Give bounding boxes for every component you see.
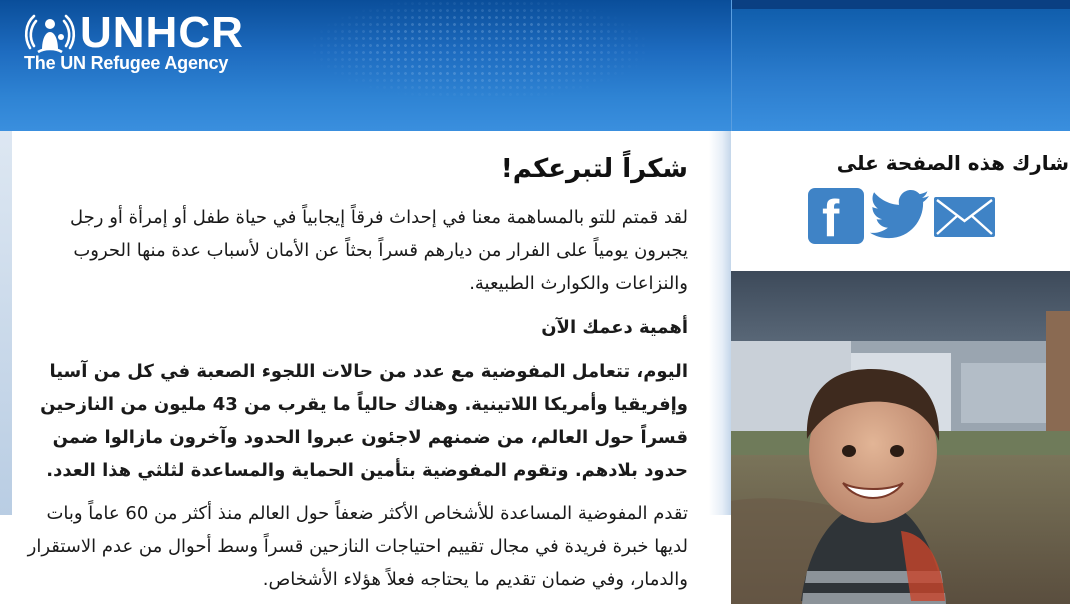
- org-wordmark: UNHCR: [80, 8, 244, 57]
- unhcr-logo[interactable]: [22, 10, 252, 76]
- facebook-icon[interactable]: [808, 188, 864, 248]
- share-title: شارك هذه الصفحة على: [836, 151, 1069, 175]
- org-tagline: The UN Refugee Agency: [24, 53, 229, 73]
- world-map-background: [290, 0, 710, 120]
- facebook-glyph: f: [822, 190, 840, 248]
- twitter-icon[interactable]: [870, 190, 930, 242]
- left-decoration: [0, 131, 12, 515]
- refugee-child-photo: [731, 271, 1070, 604]
- email-icon[interactable]: [934, 197, 995, 237]
- column-divider: [709, 131, 731, 515]
- site-header: [0, 0, 1070, 131]
- article-content: [20, 131, 688, 596]
- unhcr-emblem-icon: [22, 10, 78, 56]
- header-right-band: [731, 0, 1070, 131]
- body-paragraph: تقدم المفوضية المساعدة للأشخاص الأكثر ضعفاً حول العالم منذ أكثر من 60 عاماً وبات لديها خبرة فريدة في مجال تقييم احتياجات النازحين قسراً وسط أحوال من عدم الاستقرار والدمار، وفي ضمان تقديم ما يحتاجه فعلاً هؤلاء الأشخاص.: [27, 503, 688, 590]
- page-title: شكراً لتبرعكم!: [500, 154, 688, 184]
- highlight-paragraph: اليوم، تتعامل المفوضية مع عدد من حالات اللجوء الصعبة في كل من آسيا وإفريقيا وأمريكا اللاتينية. وهناك حالياً ما يقرب من 43 مليون من النازحين قسراً حول العالم، من ضمنهم لاجئون عبروا الحدود وآخرون مازالوا ضمن حدود بلادهم. وتقوم المفوضية بتأمين الحماية والمساعدة لثلثي هذا العدد.: [40, 361, 688, 481]
- intro-paragraph: لقد قمتم للتو بالمساهمة معنا في إحداث فرقاً إيجابياً في حياة طفل أو إمرأة أو رجل يجبرون يومياً على الفرار من ديارهم قسراً بحثاً عن الأمان لأسباب عدة منها الحروب والنزاعات والكوارث الطبيعية.: [70, 207, 688, 294]
- section-heading: أهمية دعمك الآن: [541, 317, 688, 338]
